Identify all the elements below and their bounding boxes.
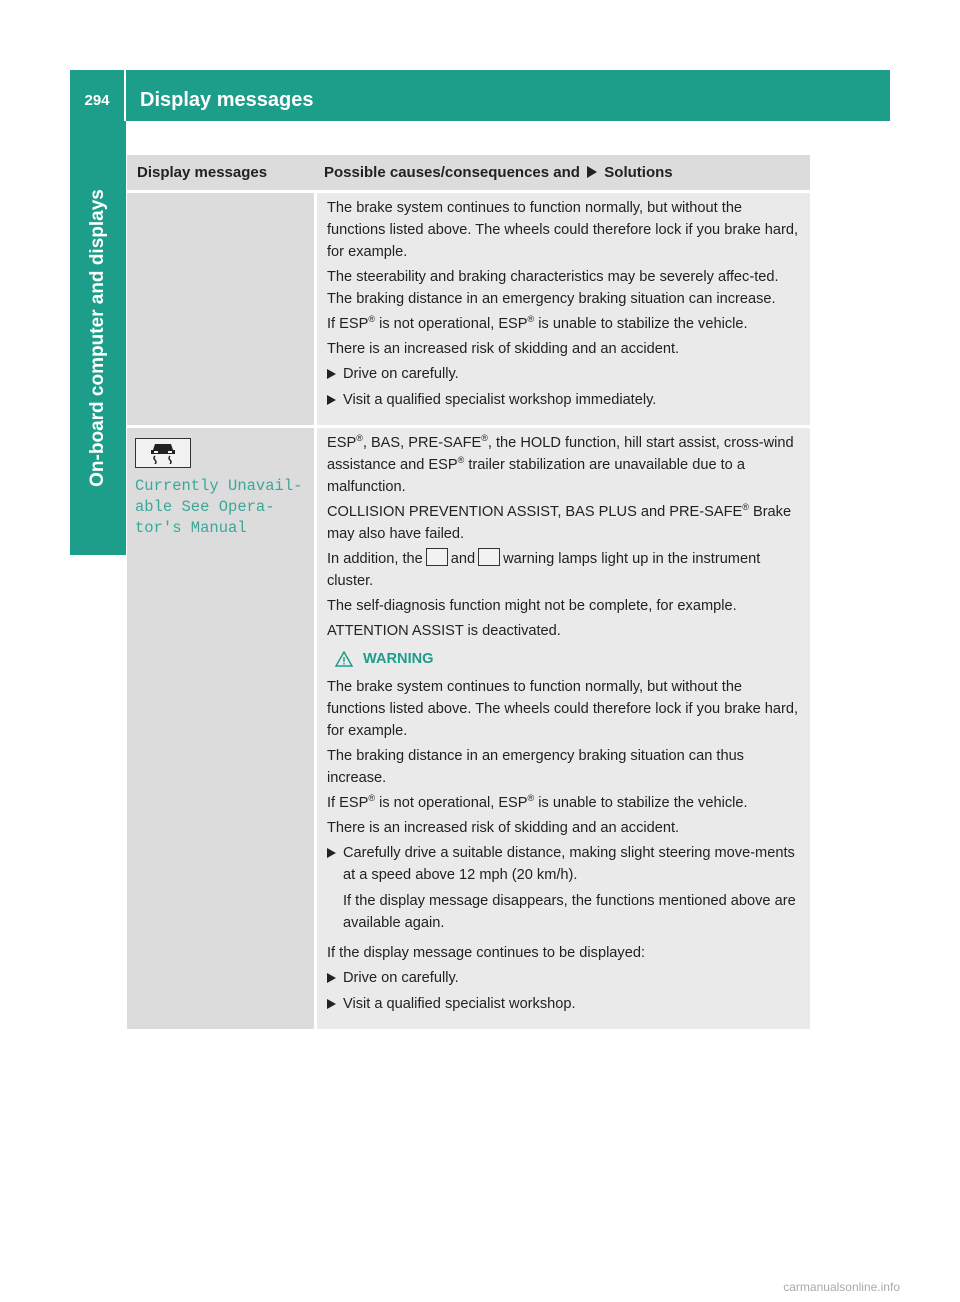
- col-header-display-messages: Display messages: [137, 164, 268, 181]
- paragraph: The braking distance in an emergency braking situation can thus increase.: [327, 748, 744, 786]
- side-tab-label: On-board computer and displays: [87, 189, 108, 487]
- warning-triangle-icon: [335, 651, 353, 667]
- page-header: [70, 70, 890, 121]
- list-item: Drive on carefully.: [327, 363, 804, 385]
- paragraph: The brake system continues to function normally, but without the functions listed above. The wheels could therefore lock if you brake hard, for example.: [327, 200, 799, 260]
- page-number: 294: [70, 70, 126, 121]
- step-arrow-icon: [327, 999, 336, 1009]
- list-item: Drive on carefully.: [327, 967, 804, 989]
- esp-off-lamp-icon: [478, 548, 500, 566]
- list-item-note: If the display message disappears, the functions mentioned above are available again.: [343, 893, 796, 931]
- warning-heading: WARNING: [335, 648, 804, 670]
- step-arrow-icon: [327, 848, 336, 858]
- paragraph: COLLISION PREVENTION ASSIST, BAS PLUS and PRE-SAFE® Brake may also have failed.: [327, 502, 792, 542]
- col-header-solutions-text: Solutions: [604, 164, 673, 181]
- esp-warning-lamp-icon: [135, 438, 191, 468]
- paragraph: There is an increased risk of skidding and an accident.: [327, 820, 680, 836]
- col-header-causes-text: Possible causes/consequences and: [324, 164, 580, 181]
- list-item: Carefully drive a suitable distance, making slight steering move-ments at a speed above 12 mph (20 km/h).: [327, 842, 804, 886]
- page-title: Display messages: [140, 89, 314, 111]
- watermark: carmanualsonline.info: [783, 1280, 900, 1294]
- paragraph: If the display message continues to be displayed:: [327, 945, 646, 961]
- paragraph: If ESP® is not operational, ESP® is unable to stabilize the vehicle.: [327, 793, 748, 811]
- paragraph: ATTENTION ASSIST is deactivated.: [327, 623, 561, 639]
- step-arrow-icon: [327, 395, 336, 405]
- solutions-arrow-icon: [587, 166, 597, 178]
- causes-cell: [317, 193, 810, 425]
- step-arrow-icon: [327, 369, 336, 379]
- paragraph: The self-diagnosis function might not be complete, for example.: [327, 598, 737, 614]
- paragraph: The brake system continues to function normally, but without the functions listed above. The wheels could therefore lock if you brake hard, for example.: [327, 679, 799, 739]
- causes-cell: [317, 428, 810, 1029]
- display-message-cell: [127, 428, 314, 1029]
- paragraph: ESP®, BAS, PRE-SAFE®, the HOLD function, hill start assist, cross-wind assistance and ESP® trailer stabilization are unavailable due to a malfunction.: [327, 433, 794, 495]
- list-item: Visit a qualified specialist workshop.: [327, 993, 804, 1015]
- list-item: Visit a qualified specialist workshop immediately.: [327, 389, 804, 411]
- table-header: [127, 155, 810, 190]
- paragraph: If ESP® is not operational, ESP® is unable to stabilize the vehicle.: [327, 314, 748, 332]
- paragraph: In addition, the and warning lamps light up in the instrument cluster.: [327, 548, 804, 592]
- step-arrow-icon: [327, 973, 336, 983]
- messages-table: [127, 155, 810, 1029]
- paragraph: The steerability and braking characteristics may be severely affec-ted. The braking distance in an emergency braking situation can increase.: [327, 269, 779, 307]
- col-header-causes: [314, 155, 810, 190]
- display-message-text: Currently Unavail‐ able See Opera‐ tor's Manual: [135, 477, 303, 537]
- table-row: [127, 193, 810, 425]
- display-message-cell: [127, 193, 314, 425]
- table-row: [127, 428, 810, 1029]
- paragraph: There is an increased risk of skidding and an accident.: [327, 341, 680, 357]
- esp-lamp-icon: [426, 548, 448, 566]
